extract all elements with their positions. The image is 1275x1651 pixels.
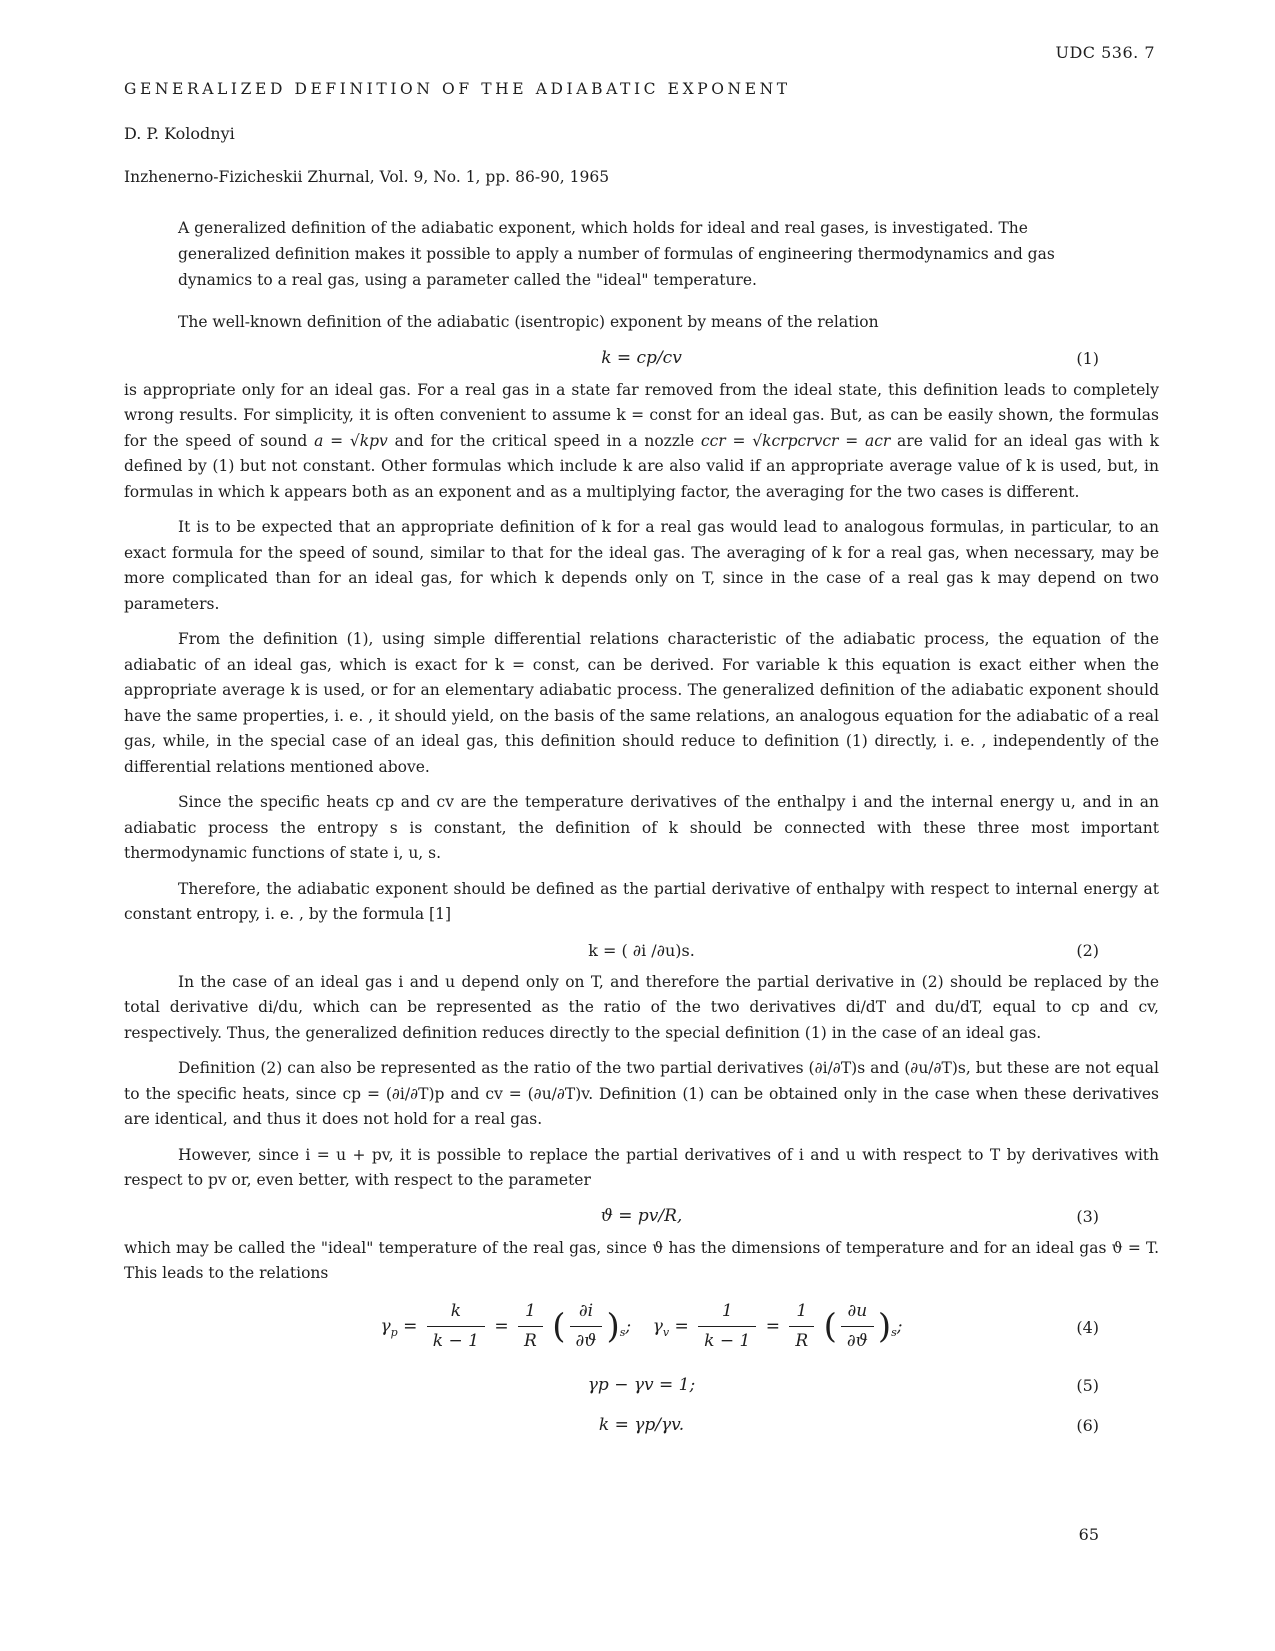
equation-1 bbox=[124, 342, 1159, 376]
journal-citation: Inzhenerno-Fizicheskii Zhurnal, Vol. 9, No. 1, pp. 86-90, 1965 bbox=[124, 168, 610, 186]
paragraph: Since the specific heats cp and cv are the temperature derivatives of the enthalpy i and the internal energy u, and in an adiabatic process the entropy s is constant, the definition of k should be connected with these three most important thermodynamic functions of state i, u, s. bbox=[124, 793, 1159, 862]
equation-number: (4) bbox=[1076, 1317, 1099, 1337]
paragraph: Definition (2) can also be represented as the ratio of the two partial derivatives (∂i/∂T)s and (∂u/∂T)s, but these are not equal to the specific heats, since cp = (∂i/∂T)p and cv = (∂u/∂T)v. Definition (1) can be obtained only in the case when these derivatives are identical, and thus it does not hold for a real gas. bbox=[124, 1059, 1159, 1128]
paragraph: From the definition (1), using simple differential relations characteristic of the adiabatic process, the equation of the adiabatic of an ideal gas, which is exact for k = const, can be derived. For variable k this equation is exact either when the appropriate average k is used, or for an elementary adiabatic process. The generalized definition of the adiabatic exponent should have the same properties, i. e. , it should yield, on the basis of the same relations, an analogous equation for the adiabatic of a real gas, while, in the special case of an ideal gas, this definition should reduce to definition (1) directly, i. e. , independently of the differential relations mentioned above. bbox=[124, 630, 1159, 776]
paragraph: Therefore, the adiabatic exponent should be defined as the partial derivative of enthalpy with respect to internal energy at constant entropy, i. e. , by the formula [1] bbox=[124, 879, 1159, 923]
inline-formula-critical-speed: ccr = √kcrpcrvcr = acr bbox=[700, 431, 891, 450]
inline-formula-speed-of-sound: a = √kpv bbox=[314, 431, 388, 450]
author: D. P. Kolodnyi bbox=[124, 124, 235, 143]
paragraph: which may be called the "ideal" temperature of the real gas, since ϑ has the dimensions of temperature and for an ideal gas ϑ = T. This leads to the relations bbox=[124, 1238, 1159, 1282]
equation-5 bbox=[124, 1369, 1159, 1403]
paragraph-text: is appropriate only for an ideal gas. For a real gas in a state far removed from the ideal state, this definition leads to completely wrong results. For simplicity, it is often convenient to assume k = const for an ideal gas. But, as can be easily shown, the formulas for the speed of sound bbox=[124, 380, 1159, 450]
udc-code: UDC 536. 7 bbox=[1055, 43, 1155, 62]
equation-number: (1) bbox=[1076, 348, 1099, 368]
paragraph: However, since i = u + pv, it is possible to replace the partial derivatives of i and u with respect to T by derivatives with respect to pv or, even better, with respect to the parameter bbox=[124, 1145, 1159, 1189]
equation-expression: k = cp/cv bbox=[601, 347, 682, 368]
equation-expression: ϑ = pv/R, bbox=[600, 1205, 683, 1226]
equation-3 bbox=[124, 1200, 1159, 1234]
paper-title: GENERALIZED DEFINITION OF THE ADIABATIC EXPONENT bbox=[124, 80, 791, 98]
equation-number: (3) bbox=[1076, 1206, 1099, 1226]
paragraph: In the case of an ideal gas i and u depend only on T, and therefore the partial derivative in (2) should be replaced by the total derivative di/du, which can be represented as the ratio of the two derivatives di/dT and du/dT, equal to cp and cv, respectively. Thus, the generalized definition reduces directly to the special definition (1) in the case of an ideal gas. bbox=[124, 972, 1159, 1042]
equation-6 bbox=[124, 1409, 1159, 1443]
paragraph: It is to be expected that an appropriate definition of k for a real gas would lead to analogous formulas, in particular, to an exact formula for the speed of sound, similar to that for the ideal gas. The averaging of k for a real gas, when necessary, may be more complicated than for an ideal gas, for which k depends only on T, since in the case of a real gas k may depend on two parameters. bbox=[124, 518, 1159, 613]
equation-expression: γp − γv = 1; bbox=[587, 1374, 696, 1395]
equation-4 bbox=[124, 1293, 1159, 1363]
page-number: 65 bbox=[1078, 1525, 1099, 1544]
equation-expression: k = γp/γv. bbox=[598, 1414, 685, 1435]
paragraph-text: and for the critical speed in a nozzle bbox=[394, 431, 695, 450]
equation-2 bbox=[124, 934, 1159, 968]
equation-expression: $\gamma_p$ = $\frac{k}{k - 1}$ = $\frac{1}{R}$ ( $\frac{\partial i}{\partial ϑ}$ )$_s$; $\gamma_v$ = $\frac{1}{k - 1}$ = $\frac{1}{R}$ ( $\frac{\partial u}{\partial ϑ}$ )$_s$; bbox=[380, 1300, 903, 1351]
body-text bbox=[124, 310, 1159, 1445]
paragraph-text: are valid for an ideal gas with k defined by (1) but not constant. Other formulas which include k are also valid if an appropriate average value of k is used, but, in formulas in which k appears both as an exponent and as a multiplying factor, the averaging for the two cases is different. bbox=[124, 431, 1159, 501]
abstract: A generalized definition of the adiabatic exponent, which holds for ideal and real gases, is investigated. The generalized definition makes it possible to apply a number of formulas of engineering thermodynamics and gas dynamics to a real gas, using a parameter called the "ideal" temperature. bbox=[178, 219, 1055, 289]
paragraph: The well-known definition of the adiabatic (isentropic) exponent by means of the relation bbox=[178, 313, 879, 331]
equation-expression: k = ( ∂i /∂u)s. bbox=[588, 940, 695, 960]
equation-number: (5) bbox=[1076, 1375, 1099, 1395]
equation-number: (6) bbox=[1076, 1415, 1099, 1435]
paragraph bbox=[124, 378, 1159, 506]
equation-number: (2) bbox=[1076, 940, 1099, 960]
